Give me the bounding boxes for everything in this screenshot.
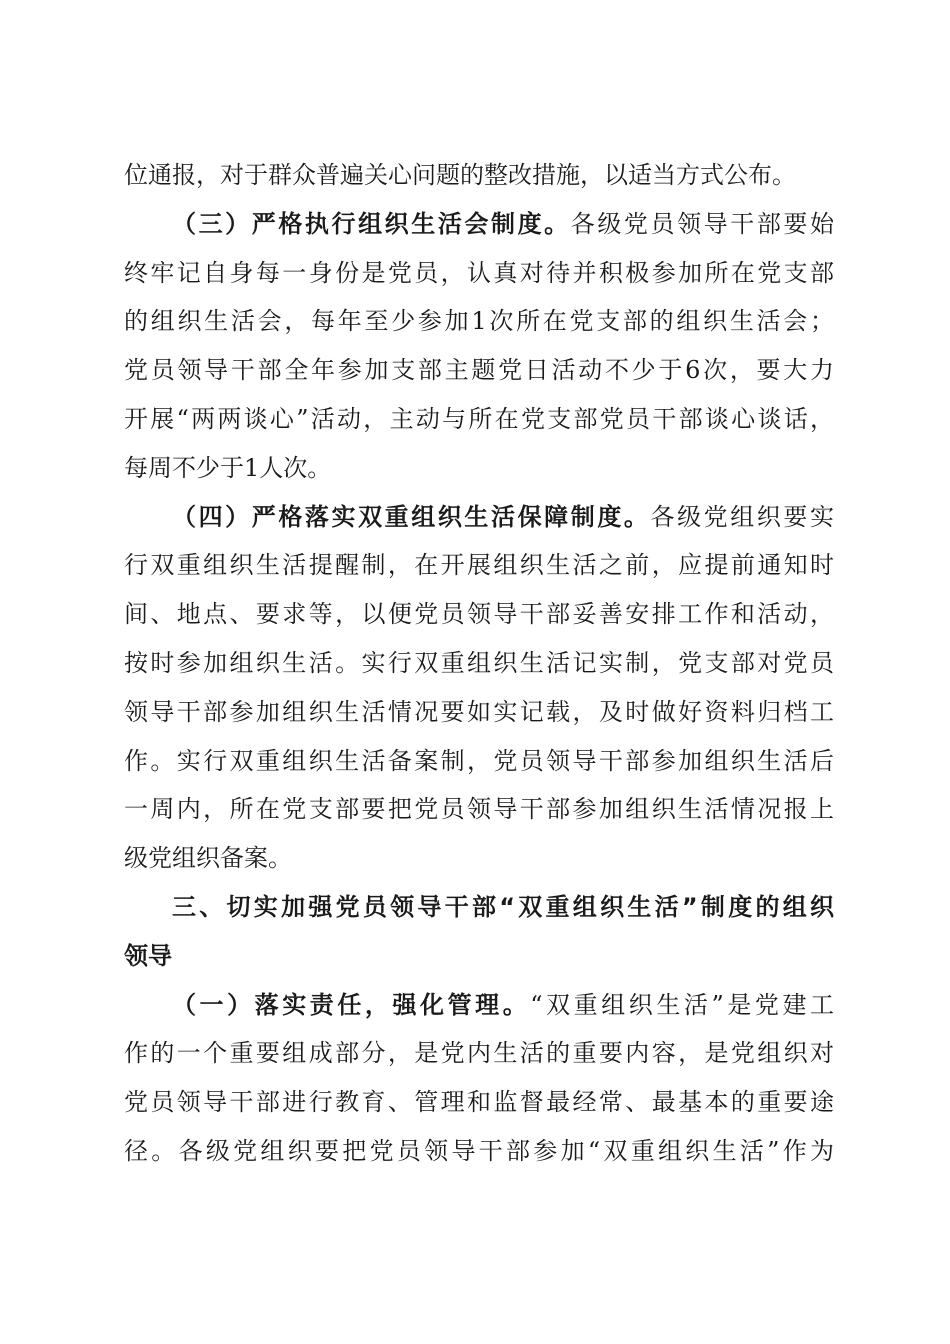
text-line: 间、地点、要求等，以便党员领导干部妥善安排工作和活动， <box>124 600 834 629</box>
text-line: 党员领导干部全年参加支部主题党日活动不少于6次，要大力 <box>124 356 834 385</box>
text-line <box>124 981 834 1030</box>
section-heading <box>124 883 834 981</box>
text-line: 级党组织备案。 <box>124 844 292 873</box>
text-line: 终牢记自身每一身份是党员，认真对待并积极参加所在党支部 <box>124 258 834 287</box>
text-line: 位通报，对于群众普遍关心问题的整改措施，以适当方式公布。 <box>124 161 796 189</box>
heading-line: 三、切实加强党员领导干部“双重组织生活”制度的组织 <box>172 892 834 921</box>
text-line: 作。实行双重组织生活备案制，党员领导干部参加组织生活后 <box>124 746 834 775</box>
text-line: 开展“两两谈心”活动，主动与所在党支部党员干部谈心谈话， <box>124 404 834 433</box>
text-line: 每周不少于1人次。 <box>124 453 332 482</box>
paragraph-lead: （三）严格执行组织生活会制度。 <box>172 208 571 238</box>
text-line: 党员领导干部进行教育、管理和监督最经常、最基本的重要途 <box>124 1088 834 1117</box>
paragraph-lead-rest: “双重组织生活”是党建工 <box>530 990 835 1019</box>
text-line <box>124 200 834 249</box>
text-line: 一周内，所在党支部要把党员领导干部参加组织生活情况报上 <box>124 795 834 824</box>
text-line: 的组织生活会，每年至少参加1次所在党支部的组织生活会； <box>124 307 834 336</box>
document-page <box>124 151 834 1176</box>
text-line: 领导干部参加组织生活情况要如实记载，及时做好资料归档工 <box>124 697 834 726</box>
text-line: 径。各级党组织要把党员领导干部参加“双重组织生活”作为 <box>124 1136 834 1165</box>
text-line <box>124 493 834 542</box>
paragraph-lead: （一）落实责任，强化管理。 <box>172 989 531 1019</box>
paragraph-continuation <box>124 151 834 200</box>
paragraph-organization-life-meeting <box>124 200 834 493</box>
text-line: 按时参加组织生活。实行双重组织生活记实制，党支部对党员 <box>124 648 834 677</box>
paragraph-responsibility-management <box>124 981 834 1176</box>
text-line: 行双重组织生活提醒制，在开展组织生活之前，应提前通知时 <box>124 551 834 580</box>
paragraph-lead-rest: 各级党组织要实 <box>650 502 834 531</box>
paragraph-dual-organization-life-guarantee <box>124 493 834 883</box>
paragraph-lead-rest: 各级党员领导干部要始 <box>570 209 834 238</box>
paragraph-lead: （四）严格落实双重组织生活保障制度。 <box>172 501 651 531</box>
text-line: 作的一个重要组成部分，是党内生活的重要内容，是党组织对 <box>124 1039 834 1068</box>
heading-line: 领导 <box>124 941 172 970</box>
